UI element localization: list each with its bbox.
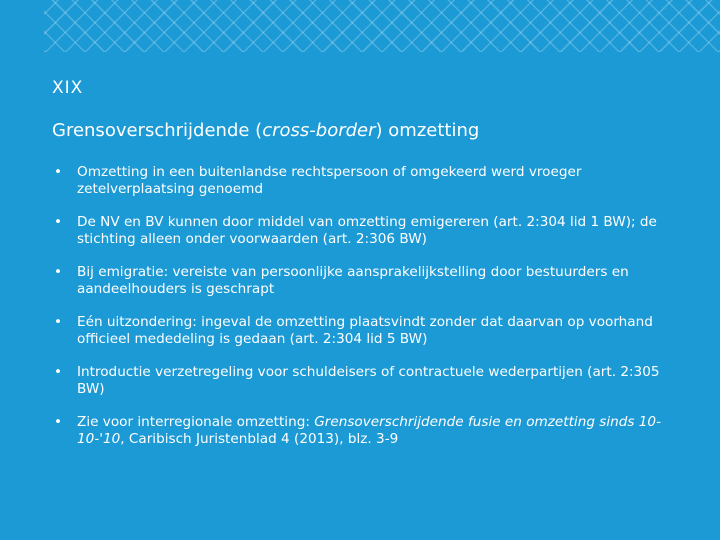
bullet-item: [52, 314, 672, 348]
title-main: Grensoverschrijdende: [52, 120, 256, 141]
decorative-pattern-band: [44, 0, 720, 52]
bullet-dot: •: [54, 214, 63, 230]
bullet-dot: •: [54, 164, 63, 180]
bullet-text-prefix: Zie voor interregionale omzetting:: [77, 414, 315, 430]
bullet-text: Eén uitzondering: ingeval de omzetting plaatsvindt zonder dat daarvan op voorhand officieel mededeling is gedaan (art. 2:304 lid 5 BW): [77, 314, 653, 347]
bullet-dot: •: [54, 314, 63, 330]
bullet-item: [52, 164, 672, 198]
bullet-text: Omzetting in een buitenlandse rechtspersoon of omgekeerd werd vroeger zetelverplaatsing genoemd: [77, 164, 582, 197]
bullet-item: [52, 414, 672, 448]
bullet-dot: •: [54, 364, 63, 380]
title-paren-open: (: [255, 120, 263, 141]
bullet-citation-title: Grensoverschrijdende fusie en omzetting sinds 10-10-'10: [77, 414, 661, 447]
bullet-text: Bij emigratie: vereiste van persoonlijke aansprakelijkstelling door bestuurders en aandeelhouders is geschrapt: [77, 264, 629, 297]
bullet-item: [52, 364, 672, 398]
bullet-item: [52, 264, 672, 298]
bullet-text-suffix: , Caribisch Juristenblad 4 (2013), blz. 3-9: [120, 431, 399, 447]
bullet-text: Introductie verzetregeling voor schuldeisers of contractuele wederpartijen (art. 2:305 BW): [77, 364, 660, 397]
bullet-text: De NV en BV kunnen door middel van omzetting emigereren (art. 2:304 lid 1 BW); de stichting alleen onder voorwaarden (art. 2:306 BW): [77, 214, 657, 247]
bullet-item: [52, 214, 672, 248]
bullet-dot: •: [54, 414, 63, 430]
section-label: XIX: [52, 78, 84, 98]
slide-title: [52, 120, 479, 141]
title-rest: omzetting: [382, 120, 480, 141]
title-italic-term: cross-border: [262, 120, 376, 141]
bullet-list: [52, 164, 672, 464]
bullet-dot: •: [54, 264, 63, 280]
title-paren-close: ): [375, 120, 383, 141]
